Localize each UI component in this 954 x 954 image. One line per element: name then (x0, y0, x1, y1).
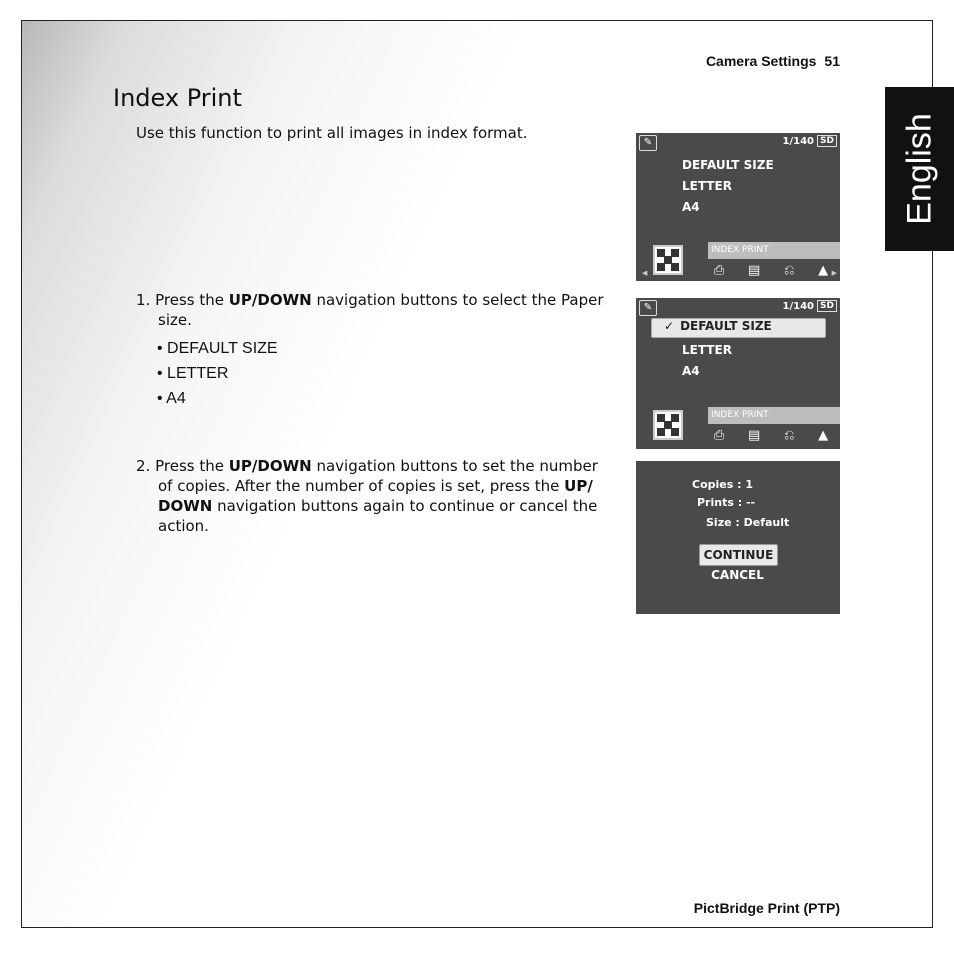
camera-screen-paper-menu (636, 133, 840, 281)
playback-mode-icon: ✎ (639, 135, 657, 151)
index-print-icon (653, 410, 683, 440)
mode-label: INDEX PRINT (708, 407, 840, 424)
print-dpof-icon: ⎙ (713, 428, 725, 443)
print-dpof-icon: ⎙ (713, 263, 725, 278)
size-readout: Size : Default (706, 516, 790, 529)
mode-icons (702, 428, 840, 443)
footer-section: PictBridge Print (PTP) (693, 900, 840, 916)
image-counter: 1/140 (782, 136, 814, 147)
step-1-bold: UP/DOWN (228, 291, 312, 309)
mode-icons (702, 263, 840, 278)
print-one-icon: ⎌ (784, 428, 795, 443)
index-print-icon (653, 245, 683, 275)
list-item: • DEFAULT SIZE (157, 340, 278, 357)
paper-size-list (157, 336, 278, 411)
paper-size-menu (682, 155, 774, 218)
paper-size-menu (682, 340, 732, 382)
menu-item-default-size[interactable]: DEFAULT SIZE (682, 158, 774, 172)
menu-item-letter[interactable]: LETTER (682, 343, 732, 357)
header-section: Camera Settings (705, 53, 817, 69)
intro-text: Use this function to print all images in index format. (136, 124, 528, 142)
running-header (706, 53, 840, 69)
copies-readout: Copies : 1 (692, 478, 753, 491)
print-mode-bar (642, 242, 840, 281)
print-all-icon: ▤ (747, 428, 761, 443)
step-1: 1. Press the UP/DOWN navigation buttons to select the Paper size. (136, 291, 604, 329)
prints-readout: Prints : -- (697, 496, 756, 509)
list-item: • LETTER (157, 365, 229, 382)
step-2-number: 2. (136, 457, 151, 475)
cancel-button[interactable]: CANCEL (711, 568, 764, 582)
menu-item-letter[interactable]: LETTER (682, 179, 732, 193)
print-image-icon: ▲ (818, 263, 829, 278)
step-1-number: 1. (136, 291, 151, 309)
list-item: • A4 (157, 390, 186, 407)
print-mode-bar (650, 407, 840, 446)
mode-label: INDEX PRINT (708, 242, 840, 259)
camera-screen-paper-selected (636, 298, 840, 449)
step-2: 2. Press the UP/DOWN navigation buttons to set the number of copies. After the number of copies is set, press the UP/ DOWN navigation buttons again to continue or cancel the action. (136, 457, 598, 535)
selected-item[interactable]: ✓ DEFAULT SIZE (664, 319, 772, 333)
menu-item-a4[interactable]: A4 (682, 200, 700, 214)
playback-mode-icon: ✎ (639, 300, 657, 316)
print-image-icon: ▲ (818, 428, 829, 443)
camera-screen-copies (636, 461, 840, 614)
left-arrow-icon: ◀ (642, 269, 648, 277)
print-one-icon: ⎌ (784, 263, 795, 278)
language-tab (885, 87, 954, 251)
image-counter: 1/140 (782, 301, 814, 312)
sd-card-icon: SD (817, 135, 837, 147)
language-tab-label: English (900, 113, 939, 225)
print-all-icon: ▤ (747, 263, 761, 278)
page-title: Index Print (113, 84, 242, 112)
menu-item-a4[interactable]: A4 (682, 364, 700, 378)
continue-button[interactable]: CONTINUE (699, 544, 778, 566)
check-icon: ✓ (664, 319, 675, 333)
sd-card-icon: SD (817, 300, 837, 312)
right-arrow-icon: ▶ (831, 269, 837, 277)
page-number: 51 (824, 53, 840, 69)
